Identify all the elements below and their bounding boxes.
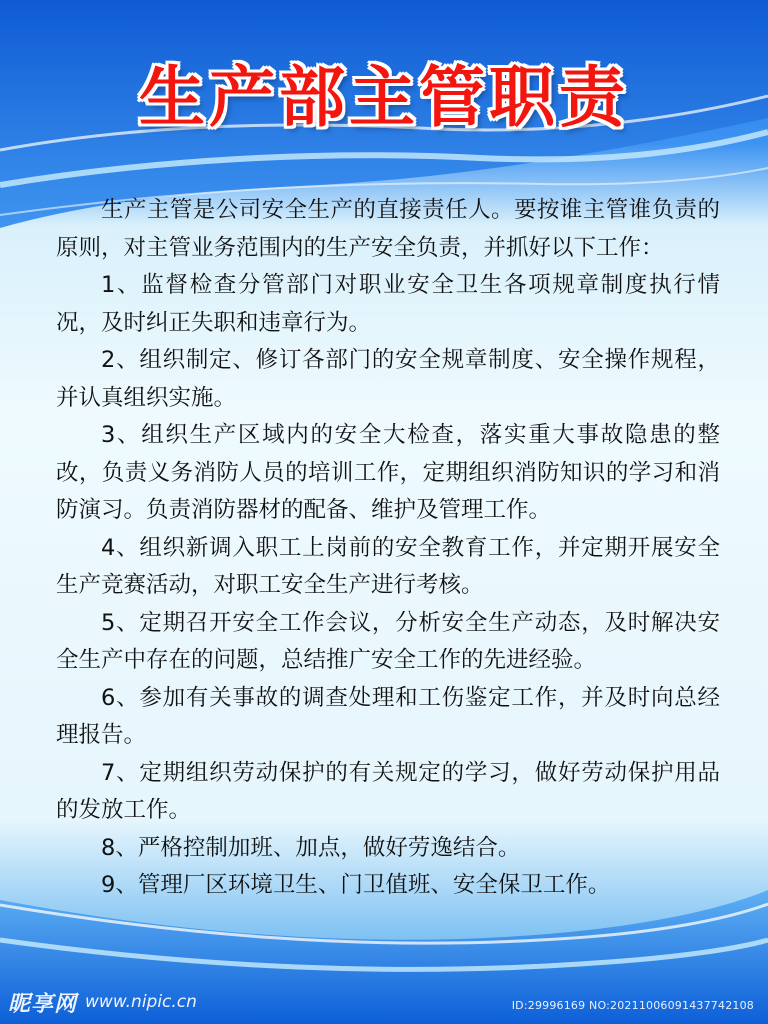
duty-item-1: 1、监督检查分管部门对职业安全卫生各项规章制度执行情况，及时纠正失职和违章行为。 xyxy=(56,272,720,336)
page-title: 生产部主管职责 xyxy=(139,59,629,136)
duty-item-9: 9、管理厂区环境卫生、门卫值班、安全保卫工作。 xyxy=(101,872,611,898)
duty-text xyxy=(56,192,720,905)
watermark-id: ID:29996169 NO:20211006091437742108 xyxy=(511,999,754,1012)
duty-item-7: 7、定期组织劳动保护的有关规定的学习，做好劳动保护用品的发放工作。 xyxy=(56,759,720,823)
duty-item-2: 2、组织制定、修订各部门的安全规章制度、安全操作规程，并认真组织实施。 xyxy=(56,347,720,411)
duty-item-8: 8、严格控制加班、加点，做好劳逸结合。 xyxy=(101,834,521,861)
duty-item-6: 6、参加有关事故的调查处理和工伤鉴定工作，并及时向总经理报告。 xyxy=(56,684,720,748)
duty-item-3: 3、组织生产区域内的安全大检查，落实重大事故隐患的整改，负责义务消防人员的培训工作，定期组织消防知识的学习和消防演习。负责消防器材的配备、维护及管理工作。 xyxy=(56,422,720,523)
duty-item-4: 4、组织新调入职工上岗前的安全教育工作，并定期开展安全生产竞赛活动，对职工安全生产进行考核。 xyxy=(56,534,720,598)
watermark-site xyxy=(8,984,197,1020)
watermark-logo: 昵享网 xyxy=(8,991,78,1017)
duty-item-5: 5、定期召开安全工作会议，分析安全生产动态，及时解决安全生产中存在的问题，总结推广安全工作的先进经验。 xyxy=(56,609,720,673)
watermark-url: www.nipic.cn xyxy=(85,992,197,1012)
intro-paragraph: 生产主管是公司安全生产的直接责任人。要按谁主管谁负责的原则，对主管业务范围内的生产安全负责，并抓好以下工作： xyxy=(56,197,720,261)
